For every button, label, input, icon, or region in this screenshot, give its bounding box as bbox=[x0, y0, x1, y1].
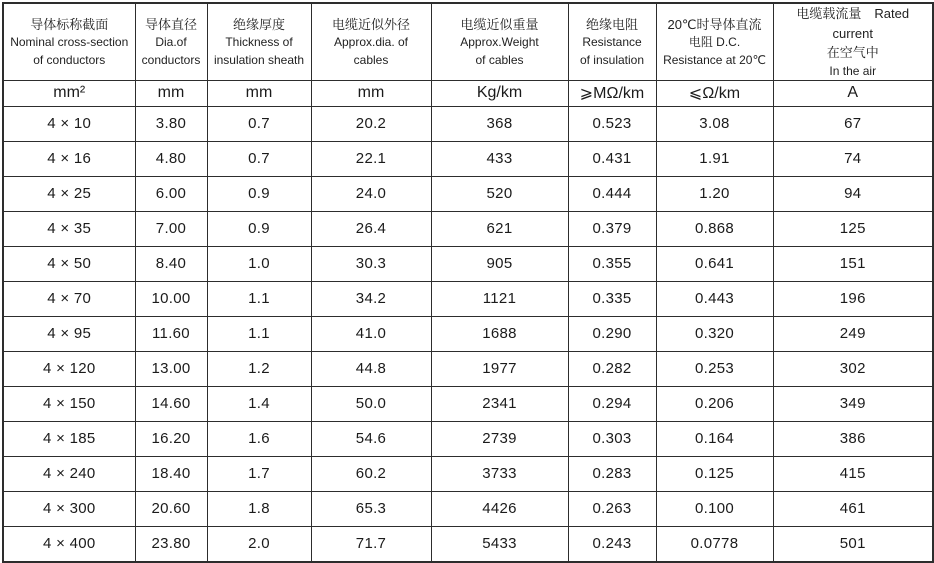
table-cell: 2341 bbox=[431, 386, 568, 421]
table-row bbox=[3, 141, 933, 176]
table-cell: 3.08 bbox=[656, 106, 773, 141]
table-cell: 3.80 bbox=[135, 106, 207, 141]
table-cell: 44.8 bbox=[311, 351, 431, 386]
header-row bbox=[3, 3, 933, 80]
table-cell: 94 bbox=[773, 176, 933, 211]
header-line-zh: 电缆近似重量 bbox=[460, 16, 539, 32]
table-cell: 30.3 bbox=[311, 246, 431, 281]
header-line-zh: 20℃时导体直流 bbox=[667, 16, 762, 32]
table-cell: 3733 bbox=[431, 456, 568, 491]
table-cell: 0.868 bbox=[656, 211, 773, 246]
table-cell: 1.1 bbox=[207, 281, 311, 316]
header-line-en: of conductors bbox=[33, 52, 106, 67]
header-line-en: insulation sheath bbox=[213, 52, 305, 67]
table-cell: 4 × 50 bbox=[3, 246, 135, 281]
header-rated-current bbox=[773, 3, 933, 80]
table-cell: 1688 bbox=[431, 316, 568, 351]
header-line-en: Resistance at 20℃ bbox=[663, 52, 766, 67]
unit-cell: Kg/km bbox=[431, 80, 568, 106]
table-cell: 0.9 bbox=[207, 211, 311, 246]
table-cell: 2739 bbox=[431, 421, 568, 456]
table-cell: 0.320 bbox=[656, 316, 773, 351]
table-cell: 386 bbox=[773, 421, 933, 456]
header-line-zh: 电缆载流量 Rated current bbox=[796, 6, 910, 41]
header-line-zh: 绝缘厚度 bbox=[232, 16, 285, 32]
table-cell: 8.40 bbox=[135, 246, 207, 281]
table-cell: 1.0 bbox=[207, 246, 311, 281]
header-conductor-diameter bbox=[135, 3, 207, 80]
table-cell: 349 bbox=[773, 386, 933, 421]
table-cell: 4 × 95 bbox=[3, 316, 135, 351]
unit-cell: mm bbox=[207, 80, 311, 106]
table-cell: 4 × 70 bbox=[3, 281, 135, 316]
table-cell: 4.80 bbox=[135, 141, 207, 176]
table-cell: 4 × 185 bbox=[3, 421, 135, 456]
header-line-en: Nominal cross-section bbox=[10, 35, 129, 50]
table-cell: 196 bbox=[773, 281, 933, 316]
header-nominal-cross-section bbox=[3, 3, 135, 80]
table-cell: 65.3 bbox=[311, 491, 431, 526]
table-row bbox=[3, 106, 933, 141]
unit-cell: ⩽Ω/km bbox=[656, 80, 773, 106]
table-cell: 7.00 bbox=[135, 211, 207, 246]
table-cell: 0.444 bbox=[568, 176, 656, 211]
table-row bbox=[3, 351, 933, 386]
table-cell: 24.0 bbox=[311, 176, 431, 211]
table-cell: 4 × 10 bbox=[3, 106, 135, 141]
header-line-en: cables bbox=[353, 52, 389, 67]
table-cell: 4 × 25 bbox=[3, 176, 135, 211]
table-cell: 125 bbox=[773, 211, 933, 246]
table-cell: 10.00 bbox=[135, 281, 207, 316]
table-cell: 20.2 bbox=[311, 106, 431, 141]
table-cell: 1.8 bbox=[207, 491, 311, 526]
table-cell: 0.7 bbox=[207, 141, 311, 176]
table-cell: 67 bbox=[773, 106, 933, 141]
table-cell: 0.243 bbox=[568, 526, 656, 562]
table-cell: 1121 bbox=[431, 281, 568, 316]
unit-cell: ⩾MΩ/km bbox=[568, 80, 656, 106]
table-cell: 302 bbox=[773, 351, 933, 386]
header-insulation-thickness bbox=[207, 3, 311, 80]
table-cell: 621 bbox=[431, 211, 568, 246]
table-cell: 1.4 bbox=[207, 386, 311, 421]
table-cell: 1.20 bbox=[656, 176, 773, 211]
table-cell: 1.2 bbox=[207, 351, 311, 386]
table-cell: 0.523 bbox=[568, 106, 656, 141]
table-cell: 74 bbox=[773, 141, 933, 176]
header-line-en: conductors bbox=[141, 52, 201, 67]
table-cell: 0.379 bbox=[568, 211, 656, 246]
table-cell: 14.60 bbox=[135, 386, 207, 421]
table-row bbox=[3, 421, 933, 456]
table-body bbox=[3, 106, 933, 562]
unit-cell: mm² bbox=[3, 80, 135, 106]
table-cell: 368 bbox=[431, 106, 568, 141]
table-cell: 22.1 bbox=[311, 141, 431, 176]
table-cell: 0.443 bbox=[656, 281, 773, 316]
table-cell: 4 × 120 bbox=[3, 351, 135, 386]
table-cell: 23.80 bbox=[135, 526, 207, 562]
header-line-en: 电阻 D.C. bbox=[688, 35, 741, 50]
table-row bbox=[3, 526, 933, 562]
table-cell: 0.282 bbox=[568, 351, 656, 386]
unit-cell: mm bbox=[311, 80, 431, 106]
table-cell: 0.253 bbox=[656, 351, 773, 386]
table-cell: 249 bbox=[773, 316, 933, 351]
table-cell: 501 bbox=[773, 526, 933, 562]
table-cell: 905 bbox=[431, 246, 568, 281]
table-cell: 151 bbox=[773, 246, 933, 281]
table-cell: 1.7 bbox=[207, 456, 311, 491]
header-dc-resistance bbox=[656, 3, 773, 80]
table-cell: 0.294 bbox=[568, 386, 656, 421]
unit-cell: mm bbox=[135, 80, 207, 106]
header-line-zh: 绝缘电阻 bbox=[585, 16, 638, 32]
table-cell: 1.91 bbox=[656, 141, 773, 176]
table-cell: 4 × 300 bbox=[3, 491, 135, 526]
header-insulation-resistance bbox=[568, 3, 656, 80]
header-line-zh: 在空气中 bbox=[826, 45, 879, 60]
table-cell: 433 bbox=[431, 141, 568, 176]
table-cell: 0.303 bbox=[568, 421, 656, 456]
header-line-en: of cables bbox=[475, 52, 524, 67]
header-approx-diameter bbox=[311, 3, 431, 80]
table-row bbox=[3, 456, 933, 491]
header-line-en: of insulation bbox=[579, 52, 645, 67]
table-cell: 0.290 bbox=[568, 316, 656, 351]
table-cell: 6.00 bbox=[135, 176, 207, 211]
table-row bbox=[3, 281, 933, 316]
table-cell: 0.263 bbox=[568, 491, 656, 526]
table-cell: 4 × 16 bbox=[3, 141, 135, 176]
table-cell: 60.2 bbox=[311, 456, 431, 491]
table-cell: 0.335 bbox=[568, 281, 656, 316]
table-cell: 520 bbox=[431, 176, 568, 211]
table-cell: 0.355 bbox=[568, 246, 656, 281]
table-cell: 1.1 bbox=[207, 316, 311, 351]
header-line-zh: 导体标称截面 bbox=[30, 16, 109, 32]
table-cell: 461 bbox=[773, 491, 933, 526]
unit-row bbox=[3, 80, 933, 106]
table-cell: 13.00 bbox=[135, 351, 207, 386]
table-cell: 11.60 bbox=[135, 316, 207, 351]
table-cell: 0.206 bbox=[656, 386, 773, 421]
unit-cell: A bbox=[773, 80, 933, 106]
header-line-en: Approx.Weight bbox=[460, 35, 539, 50]
table-cell: 20.60 bbox=[135, 491, 207, 526]
header-line-en: Approx.dia. of bbox=[333, 35, 409, 50]
table-cell: 0.7 bbox=[207, 106, 311, 141]
table-cell: 54.6 bbox=[311, 421, 431, 456]
table-cell: 18.40 bbox=[135, 456, 207, 491]
table-cell: 0.641 bbox=[656, 246, 773, 281]
table-cell: 1977 bbox=[431, 351, 568, 386]
table-cell: 0.100 bbox=[656, 491, 773, 526]
table-cell: 415 bbox=[773, 456, 933, 491]
table-cell: 50.0 bbox=[311, 386, 431, 421]
table-header bbox=[3, 3, 933, 106]
table-cell: 0.125 bbox=[656, 456, 773, 491]
header-line-zh: 电缆近似外径 bbox=[331, 16, 410, 32]
table-cell: 0.164 bbox=[656, 421, 773, 456]
table-cell: 0.283 bbox=[568, 456, 656, 491]
table-row bbox=[3, 316, 933, 351]
header-line-en: Resistance bbox=[582, 35, 642, 50]
table-cell: 4 × 150 bbox=[3, 386, 135, 421]
table-row bbox=[3, 246, 933, 281]
table-cell: 26.4 bbox=[311, 211, 431, 246]
header-line-en: Dia.of bbox=[155, 35, 187, 50]
table-cell: 4 × 240 bbox=[3, 456, 135, 491]
table-row bbox=[3, 491, 933, 526]
cable-spec-table bbox=[2, 2, 934, 563]
header-line-en: Thickness of bbox=[225, 35, 293, 50]
table-cell: 34.2 bbox=[311, 281, 431, 316]
table-cell: 41.0 bbox=[311, 316, 431, 351]
table-cell: 5433 bbox=[431, 526, 568, 562]
table-row bbox=[3, 386, 933, 421]
table-cell: 0.9 bbox=[207, 176, 311, 211]
table-cell: 71.7 bbox=[311, 526, 431, 562]
table-cell: 0.0778 bbox=[656, 526, 773, 562]
table-row bbox=[3, 211, 933, 246]
table-cell: 16.20 bbox=[135, 421, 207, 456]
header-line-en: In the air bbox=[829, 63, 877, 78]
header-approx-weight bbox=[431, 3, 568, 80]
table-cell: 1.6 bbox=[207, 421, 311, 456]
table-cell: 2.0 bbox=[207, 526, 311, 562]
table-cell: 4 × 400 bbox=[3, 526, 135, 562]
table-row bbox=[3, 176, 933, 211]
header-line-zh: 导体直径 bbox=[144, 16, 197, 32]
table-cell: 0.431 bbox=[568, 141, 656, 176]
table-cell: 4426 bbox=[431, 491, 568, 526]
table-cell: 4 × 35 bbox=[3, 211, 135, 246]
